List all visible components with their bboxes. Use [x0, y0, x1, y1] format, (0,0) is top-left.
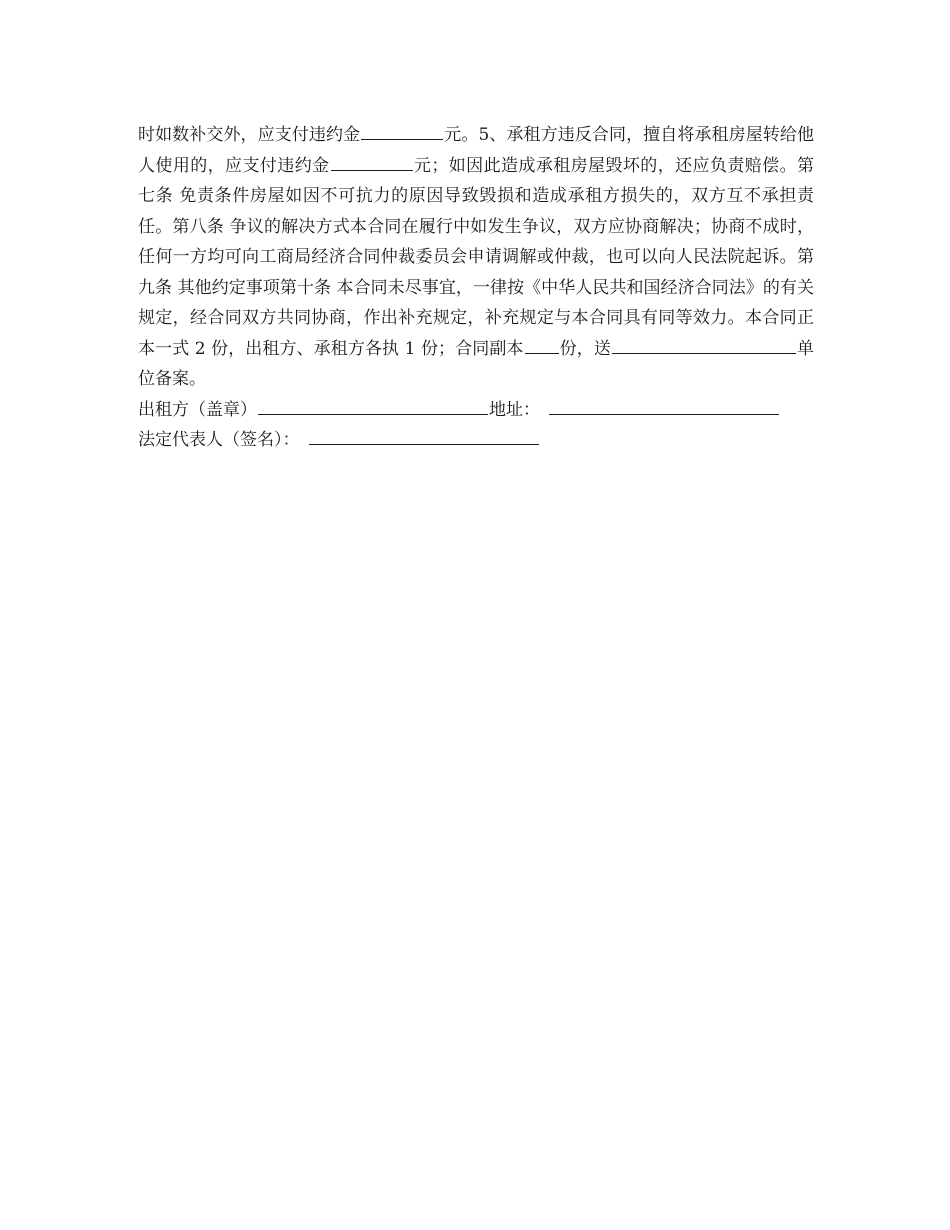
address-label: 地址：: [489, 399, 540, 420]
penalty-amount-blank-1: [361, 122, 443, 140]
address-blank: [549, 397, 779, 415]
clause-text-1: 时如数补交外，应支付违约金: [138, 125, 361, 145]
clause-text-5: 单位备案。: [138, 338, 815, 389]
copy-count-blank: [525, 336, 559, 354]
clause-text-4: 份，送: [559, 338, 611, 359]
filing-unit-blank: [612, 336, 796, 354]
clause-text-2: 元。5、承租方违反合同，擅自将承租房屋转给他人使用的，应支付违约金: [138, 125, 814, 176]
legal-rep-label: 法定代表人（签名）：: [138, 430, 300, 450]
lessor-signature-line: [138, 395, 814, 426]
legal-representative-line: [138, 425, 814, 456]
contract-clause-paragraph: [138, 120, 814, 395]
clause-text-3: 元；如因此造成承租房屋毁坏的，还应负责赔偿。第七条 免责条件房屋如因不可抗力的原因导致毁损和造成承租方损失的，双方互不承担责任。第八条 争议的解决方式本合同在履行中如发生争议，双方应协商解决；协商不成时，任何一方均可向工商局经济合同仲裁委员会申请调解或仲裁，也可以向人民法院起诉。第九条 其他约定事项第十条 本合同未尽事宜，一律按《中华人民共和国经济合同法》的有关规定，经合同双方共同协商，作出补充规定，补充规定与本合同具有同等效力。本合同正本一式 2 份，出租方、承租方各执 1 份；合同副本: [138, 155, 815, 359]
document-content: [138, 120, 814, 456]
lessor-label: 出租方（盖章）: [138, 399, 257, 420]
lessor-seal-blank: [258, 397, 488, 415]
legal-rep-signature-blank: [309, 427, 539, 445]
penalty-amount-blank-2: [331, 153, 413, 171]
